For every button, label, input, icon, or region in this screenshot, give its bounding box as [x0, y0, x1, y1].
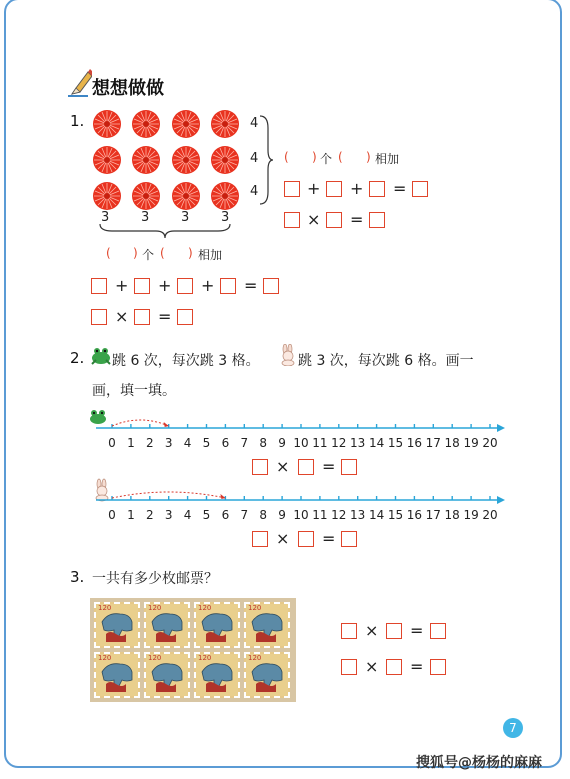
equals-sign: = [410, 621, 424, 640]
tick-label: 13 [350, 436, 366, 450]
tick-label: 18 [444, 436, 460, 450]
times-sign: × [307, 210, 321, 229]
tick-label: 2 [145, 508, 154, 522]
tick-label: 6 [221, 508, 230, 522]
stamp-price: 120 [98, 654, 112, 662]
tick-label: 0 [108, 508, 116, 522]
tick-label: 10 [293, 508, 309, 522]
answer-box[interactable] [430, 623, 446, 639]
ge-label-2: 个 [142, 248, 155, 262]
answer-box[interactable] [386, 659, 402, 675]
tick-label: 17 [425, 436, 441, 450]
equals-sign: = [393, 179, 407, 198]
answer-box[interactable] [341, 623, 357, 639]
stamp-price: 120 [98, 604, 112, 612]
jump-arc [112, 420, 169, 426]
answer-box[interactable] [252, 459, 268, 475]
blank-close-1: ) [312, 150, 317, 164]
answer-box[interactable] [341, 531, 357, 547]
stamp [244, 602, 290, 648]
plus-sign: + [350, 179, 364, 198]
tick-label: 9 [278, 436, 286, 450]
tick-label: 18 [444, 508, 460, 522]
answer-box[interactable] [263, 278, 279, 294]
tick-label: 16 [406, 436, 423, 450]
tick-label: 3 [164, 508, 173, 522]
equals-sign: = [322, 457, 336, 476]
q3-question: 一共有多少枚邮票？ [92, 571, 218, 587]
section-title: 想想做做 [92, 78, 164, 99]
times-sign: × [276, 457, 290, 476]
rabbit-icon [278, 344, 298, 366]
equals-sign: = [350, 210, 364, 229]
stamp-price: 120 [248, 654, 262, 662]
question-1-number: 1. [70, 112, 85, 130]
stamp [94, 602, 140, 648]
answer-box[interactable] [326, 181, 342, 197]
col-label-2: 3 [141, 210, 150, 225]
tick-label: 2 [145, 436, 154, 450]
answer-box[interactable] [284, 181, 300, 197]
stamp [94, 652, 140, 698]
blank-open-1: ( [284, 150, 289, 164]
flower-grid [90, 108, 250, 216]
stamp-price: 120 [148, 604, 162, 612]
stamp [244, 652, 290, 698]
tick-label: 14 [368, 508, 385, 522]
answer-box[interactable] [298, 531, 314, 547]
bottom-brace [98, 222, 234, 240]
answer-box[interactable] [91, 309, 107, 325]
col-label-3: 3 [181, 210, 190, 225]
number-line-2[interactable] [92, 484, 506, 510]
answer-box[interactable] [252, 531, 268, 547]
page-number-badge: 7 [503, 718, 523, 738]
answer-box[interactable] [386, 623, 402, 639]
times-sign: × [365, 621, 379, 640]
plus-sign: + [115, 276, 129, 295]
stamp [144, 652, 190, 698]
axis-arrow [497, 496, 505, 504]
ge-label-1: 个 [320, 152, 333, 166]
tick-label: 7 [240, 508, 249, 522]
tick-label: 3 [164, 436, 173, 450]
answer-box[interactable] [430, 659, 446, 675]
plus-sign: + [201, 276, 215, 295]
tick-label: 15 [387, 436, 404, 450]
tick-label: 12 [331, 508, 347, 522]
add-label-2: 相加 [198, 248, 223, 262]
tick-label: 4 [183, 436, 192, 450]
tick-label: 15 [387, 508, 404, 522]
stamp-price: 120 [198, 654, 212, 662]
tick-label: 17 [425, 508, 441, 522]
tick-label: 11 [312, 436, 328, 450]
equals-sign: = [410, 657, 424, 676]
plus-sign: + [158, 276, 172, 295]
equals-sign: = [158, 307, 172, 326]
flower-grid-svg [90, 108, 250, 216]
question-3-number: 3. [70, 568, 85, 586]
tick-label: 4 [183, 508, 192, 522]
tick-label: 13 [350, 508, 366, 522]
equals-sign: = [322, 529, 336, 548]
times-sign: × [365, 657, 379, 676]
equals-sign: = [244, 276, 258, 295]
row-label-3: 4 [250, 184, 259, 199]
answer-box[interactable] [326, 212, 342, 228]
answer-box[interactable] [298, 459, 314, 475]
frog-icon [90, 346, 112, 366]
blank-close-3: ) [133, 246, 138, 260]
answer-box[interactable] [341, 459, 357, 475]
tick-label: 1 [127, 436, 135, 450]
plus-sign: + [307, 179, 321, 198]
question-2-number: 2. [70, 349, 85, 367]
pencil-icon [66, 66, 92, 98]
tick-label: 12 [331, 436, 347, 450]
tick-label: 20 [482, 436, 498, 450]
tick-label: 20 [482, 508, 498, 522]
tick-label: 14 [368, 436, 385, 450]
stamp [144, 602, 190, 648]
add-label-1: 相加 [375, 152, 400, 166]
stamp-price: 120 [148, 654, 162, 662]
tick-label: 8 [259, 436, 267, 450]
answer-box[interactable] [220, 278, 236, 294]
answer-box[interactable] [134, 309, 150, 325]
tick-label: 6 [221, 436, 230, 450]
blank-open-3: ( [106, 246, 111, 260]
stamp [194, 602, 240, 648]
answer-box[interactable] [91, 278, 107, 294]
q2-text-frog: 跳 6 次，每次跳 3 格。 [112, 353, 260, 369]
times-sign: × [115, 307, 129, 326]
stamp-price: 120 [198, 604, 212, 612]
blank-close-4: ) [188, 246, 193, 260]
answer-box[interactable] [177, 278, 193, 294]
col-label-4: 3 [221, 210, 230, 225]
tick-label: 19 [463, 508, 479, 522]
blank-open-2: ( [338, 150, 343, 164]
answer-box[interactable] [369, 181, 385, 197]
tick-label: 0 [108, 436, 116, 450]
answer-box[interactable] [134, 278, 150, 294]
row-label-2: 4 [250, 151, 259, 166]
q2-text-line2: 画，填一填。 [92, 383, 176, 399]
answer-box[interactable] [341, 659, 357, 675]
jump-arrowhead [164, 422, 169, 427]
answer-box[interactable] [177, 309, 193, 325]
blank-close-2: ) [366, 150, 371, 164]
tick-label: 8 [259, 508, 267, 522]
tick-label: 11 [312, 508, 328, 522]
blank-open-4: ( [160, 246, 165, 260]
stamp [194, 652, 240, 698]
tick-label: 7 [240, 436, 249, 450]
number-line-1[interactable] [92, 412, 506, 438]
times-sign: × [276, 529, 290, 548]
tick-label: 1 [127, 508, 135, 522]
stamp-sheet [90, 598, 296, 702]
tick-label: 19 [463, 436, 479, 450]
stamp-price: 120 [248, 604, 262, 612]
answer-box[interactable] [369, 212, 385, 228]
row-label-1: 4 [250, 116, 259, 131]
answer-box[interactable] [284, 212, 300, 228]
tick-label: 16 [406, 508, 423, 522]
tick-label: 10 [293, 436, 309, 450]
right-brace [258, 114, 274, 206]
tick-label: 5 [202, 508, 211, 522]
tick-label: 9 [278, 508, 286, 522]
watermark: 搜狐号@杨杨的麻麻 [416, 755, 542, 771]
col-label-1: 3 [101, 210, 110, 225]
answer-box[interactable] [412, 181, 428, 197]
tick-label: 5 [202, 436, 211, 450]
q2-text-rabbit: 跳 3 次，每次跳 6 格。画一 [298, 353, 474, 369]
axis-arrow [497, 424, 505, 432]
